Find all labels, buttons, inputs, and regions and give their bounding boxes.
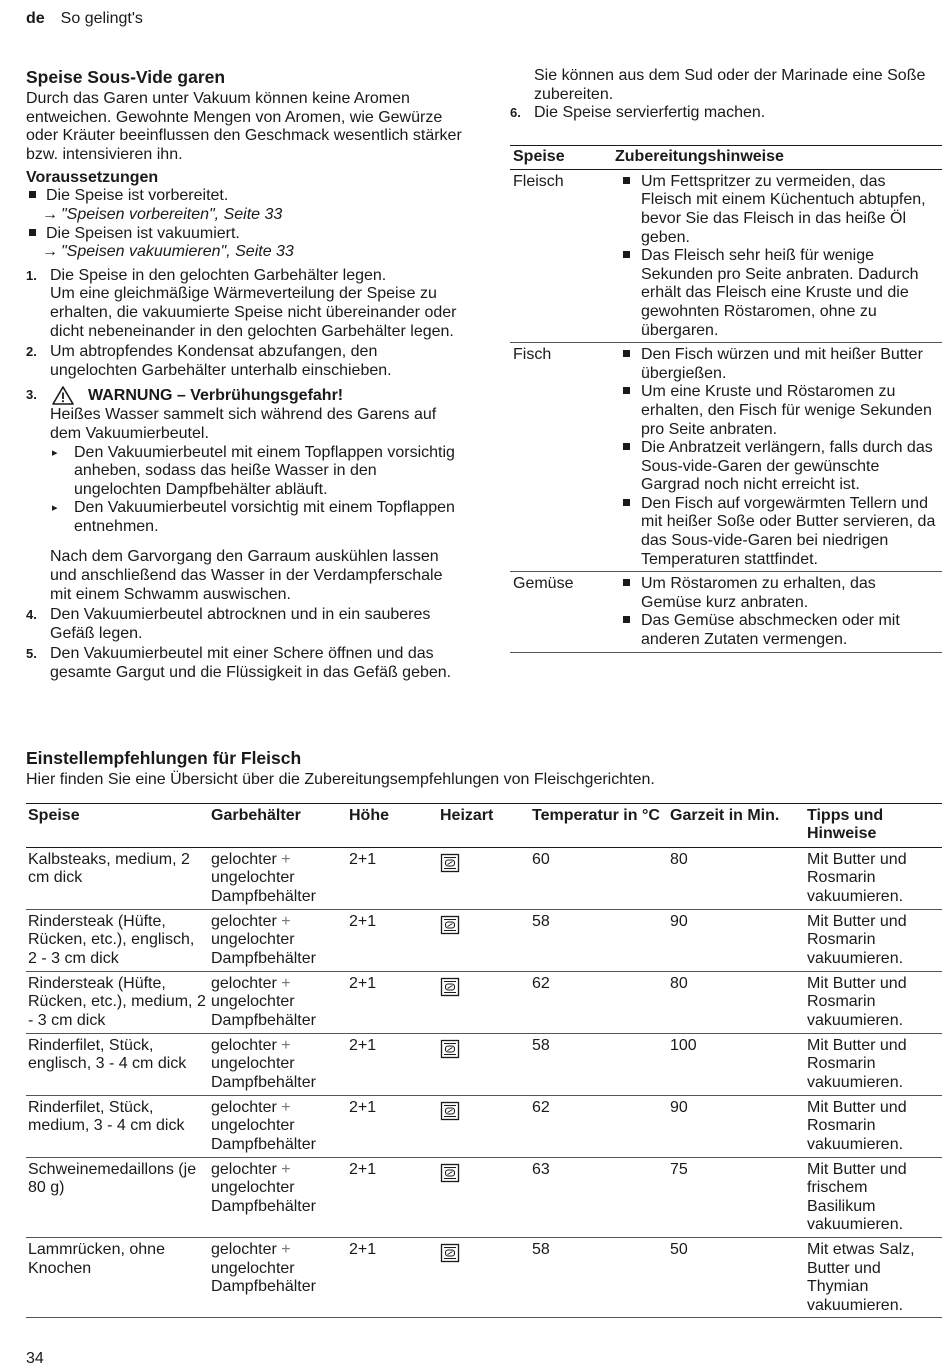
tip-item: Um Fettspritzer zu vermeiden, das Fleisch mit einem Küchentuch abtupfen, bevor Sie das Fleisch in das heiße Öl geben. (615, 173, 939, 247)
cell-speise: Schweinemedaillons (je 80 g) (26, 1157, 209, 1237)
table-header-row (510, 145, 942, 169)
page-number: 34 (26, 1350, 44, 1367)
meat-settings-section (26, 748, 942, 1318)
cell-hoehe: 2+1 (347, 1157, 438, 1237)
step-5: 5. Den Vakuumierbeutel mit einer Schere öffnen und das gesamte Gargut und die Flüssigkeit in das Gefäß geben. (26, 645, 452, 682)
table-header-row (26, 803, 942, 847)
cell-hoehe: 2+1 (347, 1033, 438, 1095)
column-header: Tipps und Hinweise (805, 803, 942, 847)
cell-hoehe: 2+1 (347, 1095, 438, 1157)
sous-vide-icon (440, 1039, 528, 1059)
prerequisites-heading: Voraussetzungen (26, 169, 159, 187)
warning-triangle-icon (52, 386, 76, 406)
cell-garbehaelter: gelochter + ungelochter Dampfbehälter (209, 1157, 347, 1237)
cell-garbehaelter: gelochter + ungelochter Dampfbehälter (209, 971, 347, 1033)
cross-reference-link[interactable]: → "Speisen vorbereiten", Seite 33 (42, 205, 283, 223)
cell-heizart (438, 971, 530, 1033)
sous-vide-icon (440, 853, 528, 873)
warning-action: ▸ Den Vakuumierbeutel mit einem Topflappen vorsichtig anheben, sodass das heiße Wasser in den ungelochten Dampfbehälter abläuft. (52, 443, 455, 498)
arrow-right-icon: → (42, 205, 58, 223)
prereq-item: Die Speise ist vorbereitet. (26, 187, 464, 206)
cell-heizart (438, 1033, 530, 1095)
step-4: 4. Den Vakuumierbeutel abtrocknen und in ein sauberes Gefäß legen. (26, 606, 431, 642)
column-header: Speise (510, 145, 612, 169)
tip-item: Das Fleisch sehr heiß für wenige Sekunden pro Seite anbraten. Dadurch erhält das Fleisch eine Kruste und die gewohnten Röstaromen, ohne zu übergaren. (615, 247, 939, 340)
warning-text: Heißes Wasser sammelt sich während des Garens auf dem Vakuumierbeutel. (50, 406, 437, 442)
cell-garbehaelter: gelochter + ungelochter Dampfbehälter (209, 1237, 347, 1317)
cell-temperatur: 62 (530, 1095, 668, 1157)
section-title: So gelingt's (60, 10, 143, 27)
column-header: Heizart (438, 803, 530, 847)
table-row (26, 909, 942, 971)
triangle-bullet-icon: ▸ (52, 502, 58, 515)
column-header: Temperatur in °C (530, 803, 668, 847)
cell-garbehaelter: gelochter + ungelochter Dampfbehälter (209, 1033, 347, 1095)
table-row (26, 1237, 942, 1317)
bullet-square-icon (615, 575, 641, 612)
cell-temperatur: 60 (530, 847, 668, 909)
cell-garzeit: 80 (668, 971, 805, 1033)
cell-hoehe: 2+1 (347, 847, 438, 909)
bullet-square-icon (615, 439, 641, 495)
cell-garzeit: 90 (668, 909, 805, 971)
cell-speise: Rinderfilet, Stück, englisch, 3 - 4 cm dick (26, 1033, 209, 1095)
column-header: Garbehälter (209, 803, 347, 847)
table-row: Fisch Den Fisch würzen und mit heißer Butter übergießen. Um eine Kruste und Röstaromen zu erhalten, den Fisch für wenige Sekunden pro Seite anbraten. Die Anbratzeit verlängern, falls durch das Sous-vide-Garen der gewünschte Gargrad noch nicht erreicht ist. Den Fisch auf vorgewärmten Tellern und mit heißer Soße oder Butter servieren, da das Sous-vide-Garen bei niedrigen Temperaturen stattfindet. (510, 343, 942, 572)
cell-temperatur: 58 (530, 1033, 668, 1095)
sous-vide-section (26, 67, 464, 683)
bullet-square-icon (615, 612, 641, 649)
bullet-square-icon (615, 247, 641, 340)
language-code: de (26, 10, 45, 27)
cell-temperatur: 58 (530, 1237, 668, 1317)
bullet-square-icon (615, 346, 641, 383)
meat-settings-table (26, 803, 942, 1319)
tip-item: Um Röstaromen zu erhalten, das Gemüse kurz anbraten. (615, 575, 939, 612)
tip-item: Den Fisch würzen und mit heißer Butter übergießen. (615, 346, 939, 383)
step-5-continuation: Sie können aus dem Sud oder der Marinade eine Soße zubereiten. (534, 67, 926, 103)
table-row (26, 1157, 942, 1237)
cell-tipps: Mit Butter und Rosmarin vakuumieren. (805, 909, 942, 971)
page-header (26, 10, 143, 29)
table-row: Gemüse Um Röstaromen zu erhalten, das Gemüse kurz anbraten. Das Gemüse abschmecken oder mit anderen Zutaten vermengen. (510, 572, 942, 652)
triangle-bullet-icon: ▸ (52, 446, 58, 459)
cell-hoehe: 2+1 (347, 1237, 438, 1317)
bullet-square-icon (26, 225, 46, 244)
cell-heizart (438, 1157, 530, 1237)
tip-item: Die Anbratzeit verlängern, falls durch das Sous-vide-Garen der gewünschte Gargrad noch nicht erreicht ist. (615, 439, 939, 495)
cell-temperatur: 58 (530, 909, 668, 971)
warning-action: ▸ Den Vakuumierbeutel vorsichtig mit einem Topflappen entnehmen. (52, 499, 455, 535)
bullet-square-icon (615, 495, 641, 569)
bullet-square-icon (615, 383, 641, 439)
sous-vide-icon (440, 1101, 528, 1121)
cell-temperatur: 62 (530, 971, 668, 1033)
sous-vide-continued (510, 67, 942, 653)
table-row (26, 1095, 942, 1157)
sous-vide-icon (440, 1243, 528, 1263)
tip-item: Das Gemüse abschmecken oder mit anderen Zutaten vermengen. (615, 612, 939, 649)
cell-heizart (438, 1095, 530, 1157)
bullet-square-icon (26, 187, 46, 206)
cell-garbehaelter: gelochter + ungelochter Dampfbehälter (209, 847, 347, 909)
bullet-square-icon (615, 173, 641, 247)
tip-item: Den Fisch auf vorgewärmten Tellern und mit heißer Soße oder Butter servieren, da das Sous-vide-Garen bei niedrigen Temperaturen stattfindet. (615, 495, 939, 569)
cell-tipps: Mit Butter und Rosmarin vakuumieren. (805, 847, 942, 909)
cell-garzeit: 80 (668, 847, 805, 909)
cell-garbehaelter: gelochter + ungelochter Dampfbehälter (209, 1095, 347, 1157)
cell-garzeit: 100 (668, 1033, 805, 1095)
step-1: 1. Die Speise in den gelochten Garbehälter legen. Um eine gleichmäßige Wärmeverteilung der Speise zu erhalten, die vakuumierte Speise nicht übereinander oder dicht nebeneinander in den gelochten Garbehälter legen. (26, 266, 457, 340)
cell-temperatur: 63 (530, 1157, 668, 1237)
cell-tipps: Mit Butter und Rosmarin vakuumieren. (805, 1033, 942, 1095)
intro-paragraph: Hier finden Sie eine Übersicht über die Zubereitungsempfehlungen von Fleischgerichten. (26, 771, 655, 788)
cell-speise: Rindersteak (Hüfte, Rücken, etc.), englisch, 2 - 3 cm dick (26, 909, 209, 971)
table-row (26, 847, 942, 909)
tip-item: Um eine Kruste und Röstaromen zu erhalten, den Fisch für wenige Sekunden pro Seite anbraten. (615, 383, 939, 439)
column-header: Garzeit in Min. (668, 803, 805, 847)
cell-tipps: Mit etwas Salz, Butter und Thymian vakuumieren. (805, 1237, 942, 1317)
column-header: Speise (26, 803, 209, 847)
table-row (26, 1033, 942, 1095)
cell-heizart (438, 847, 530, 909)
cell-hoehe: 2+1 (347, 909, 438, 971)
table-row: Fleisch Um Fettspritzer zu vermeiden, das Fleisch mit einem Küchentuch abtupfen, bevor Sie das Fleisch in das heiße Öl geben. Das Fleisch sehr heiß für wenige Sekunden pro Seite anbraten. Dadurch erhält das Fleisch eine Kruste und die gewohnten Röstaromen, ohne zu übergaren. (510, 169, 942, 342)
cell-tipps: Mit Butter und Rosmarin vakuumieren. (805, 971, 942, 1033)
table-row (26, 971, 942, 1033)
cell-speise: Rindersteak (Hüfte, Rücken, etc.), medium, 2 - 3 cm dick (26, 971, 209, 1033)
cell-speise: Kalbsteaks, medium, 2 cm dick (26, 847, 209, 909)
preparation-tips-table (510, 145, 942, 653)
cell-speise: Lammrücken, ohne Knochen (26, 1237, 209, 1317)
intro-paragraph: Durch das Garen unter Vakuum können keine Aromen entweichen. Gewohnte Mengen von Aromen, wie Gewürze oder Kräuter beeinflussen den Geschmack wesentlich stärker bzw. intensivieren ihn. (26, 90, 462, 163)
column-header: Höhe (347, 803, 438, 847)
cross-reference-link[interactable]: → "Speisen vakuumieren", Seite 33 (42, 243, 294, 261)
cell-garzeit: 50 (668, 1237, 805, 1317)
step-3: 3. WARNUNG – Verbrühungsgefahr! Heißes Wasser sammelt sich während des Garens auf dem Vakuumierbeutel. ▸ Den Vakuumierbeutel mit einem Topflappen vorsichtig anheben, sodass das heiße Wasser in den ungelochten Dampfbehälter abläuft. ▸ Den Vakuumierbeutel vorsichtig mit einem Topflappen entnehmen. Nach dem Garvorgang den Garraum auskühlen lassen und anschließend das Wasser in der Verdampferschale mit einem Schwamm auswischen. (26, 386, 464, 604)
section-heading: Speise Sous-Vide garen (26, 67, 226, 87)
arrow-right-icon: → (42, 243, 58, 261)
column-header: Zubereitungshinweise (612, 145, 942, 169)
cell-tipps: Mit Butter und frischem Basilikum vakuumieren. (805, 1157, 942, 1237)
cell-tipps: Mit Butter und Rosmarin vakuumieren. (805, 1095, 942, 1157)
sous-vide-icon (440, 915, 528, 935)
sous-vide-icon (440, 1163, 528, 1183)
step-2: 2. Um abtropfendes Kondensat abzufangen, den ungelochten Garbehälter unterhalb einschieben. (26, 343, 392, 379)
step-6: 6. Die Speise servierfertig machen. (510, 104, 766, 122)
cell-garzeit: 75 (668, 1157, 805, 1237)
prereq-item: Die Speisen ist vakuumiert. (26, 225, 464, 244)
step-3-after-text: Nach dem Garvorgang den Garraum auskühlen lassen und anschließend das Wasser in der Verdampferschale mit einem Schwamm auswischen. (50, 548, 443, 603)
sous-vide-icon (440, 977, 528, 997)
warning-heading: WARNUNG – Verbrühungsgefahr! (50, 386, 464, 406)
section-heading: Einstellempfehlungen für Fleisch (26, 748, 302, 768)
cell-garzeit: 90 (668, 1095, 805, 1157)
cell-garbehaelter: gelochter + ungelochter Dampfbehälter (209, 909, 347, 971)
cell-speise: Rinderfilet, Stück, medium, 3 - 4 cm dick (26, 1095, 209, 1157)
cell-heizart (438, 1237, 530, 1317)
cell-heizart (438, 909, 530, 971)
cell-hoehe: 2+1 (347, 971, 438, 1033)
